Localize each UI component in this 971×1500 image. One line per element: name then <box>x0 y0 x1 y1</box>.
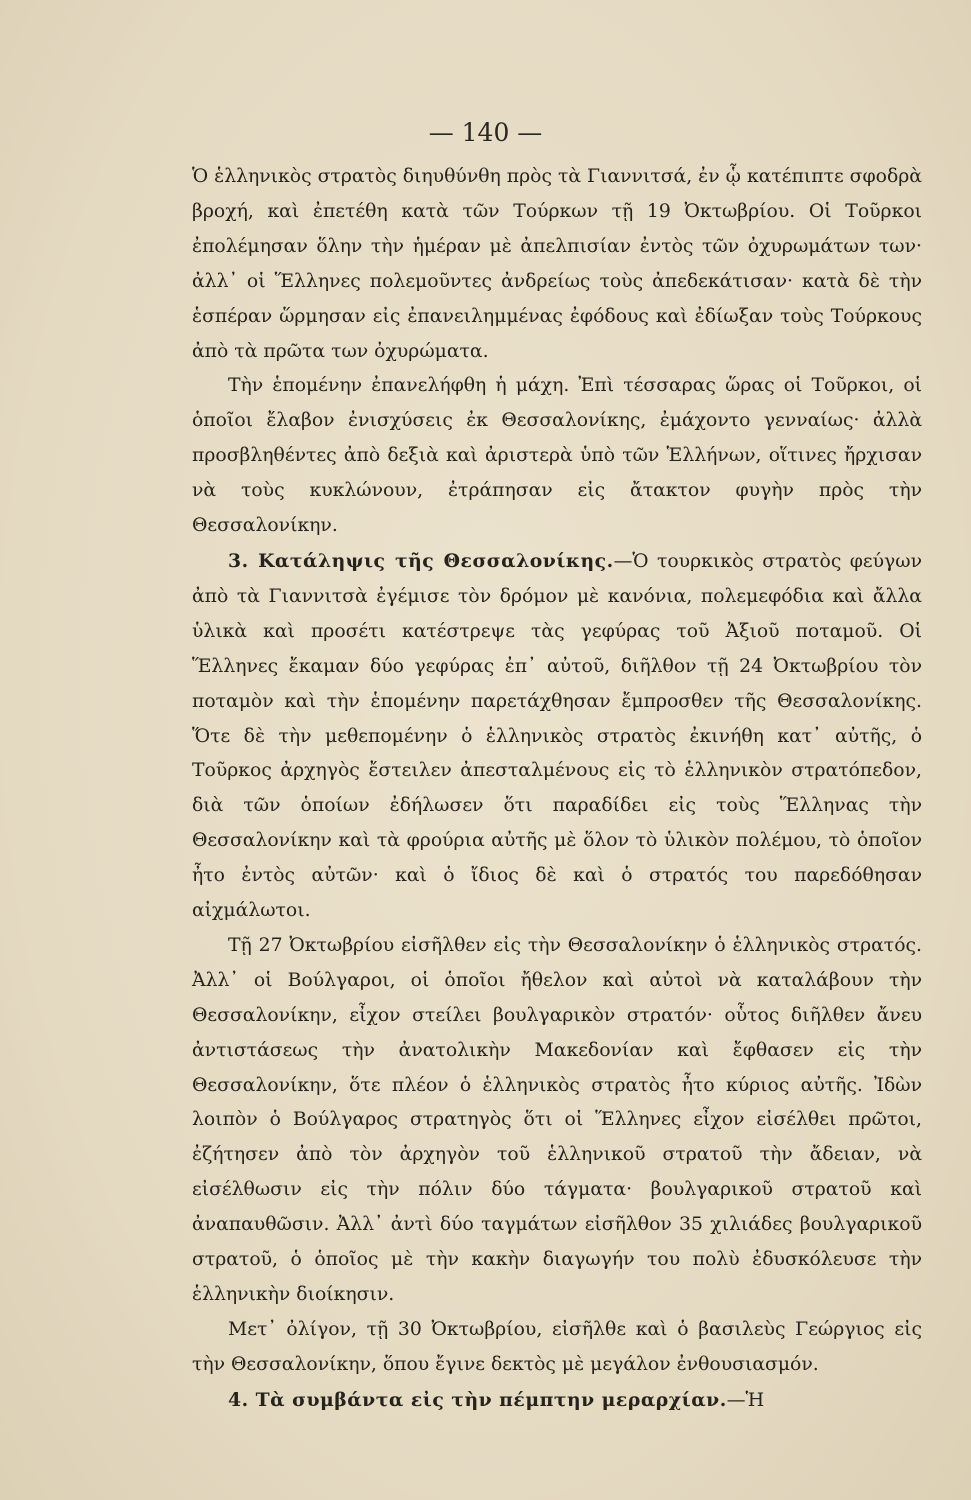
paragraph-text: Τὴν ἑπομένην ἐπανελήφθη ἡ μάχη. Ἐπὶ τέσσαρας ὥρας οἱ Τοῦρκοι, οἱ ὁποῖοι ἔλαβον ἐνισχύσεις ἐκ Θεσσαλονίκης, ἐμάχοντο γενναίως· ἀλλὰ προσβληθέντες ἀπὸ δεξιὰ καὶ ἀριστερὰ ὑπὸ τῶν Ἑλλήνων, οἵτινες ἤρχισαν νὰ τοὺς κυκλώνουν, ἐτράπησαν εἰς ἄτακτον φυγὴν πρὸς τὴν Θεσσαλονίκην. <box>192 375 922 537</box>
paragraph-text: —Ὁ τουρκικὸς στρατὸς φεύγων ἀπὸ τὰ Γιαννιτσὰ ἐγέμισε τὸν δρόμον μὲ κανόνια, πολεμεφόδια καὶ ἄλλα ὑλικὰ καὶ προσέτι κατέστρεψε τὰς γεφύρας τοῦ Ἀξιοῦ ποταμοῦ. Οἱ Ἕλληνες ἔκαμαν δύο γεφύρας ἐπ᾽ αὐτοῦ, διῆλθον τῇ 24 Ὀκτωβρίου τὸν ποταμὸν καὶ τὴν ἑπομένην παρετάχθησαν ἔμπροσθεν τῆς Θεσσαλονίκης. Ὅτε δὲ τὴν μεθεπομένην ὁ ἑλληνικὸς στρατὸς ἐκινήθη κατ᾽ αὐτῆς, ὁ Τοῦρκος ἀρχηγὸς ἔστειλεν ἀπεσταλμένους εἰς τὸ ἑλληνικὸν στρατόπεδον, διὰ τῶν ὁποίων ἐδήλωσεν ὅτι παραδίδει εἰς τοὺς Ἕλληνας τὴν Θεσσαλονίκην καὶ τὰ φρούρια αὐτῆς μὲ ὅλον τὸ ὑλικὸν πολέμου, τὸ ὁποῖον ἦτο ἐντὸς αὐτῶν· καὶ ὁ ἴδιος δὲ καὶ ὁ στρατός του παρεδόθησαν αἰχμάλωτοι. <box>192 550 923 922</box>
paragraph-entry-thessaloniki <box>192 929 922 1313</box>
paragraph-text: —Ἡ <box>726 1389 765 1411</box>
paragraph-king-george <box>192 1313 922 1383</box>
paragraph-text: Μετ᾽ ὀλίγον, τῇ 30 Ὀκτωβρίου, εἰσῆλθε καὶ ὁ βασιλεὺς Γεώργιος εἰς τὴν Θεσσαλονίκην, ὅπου ἔγινε δεκτὸς μὲ μεγάλον ἐνθουσιασμόν. <box>192 1318 922 1375</box>
paragraph-text: Ὁ ἑλληνικὸς στρατὸς διηυθύνθη πρὸς τὰ Γιαννιτσά, ἐν ᾧ κατέπιπτε σφοδρὰ βροχή, καὶ ἐπετέθη κατὰ τῶν Τούρκων τῇ 19 Ὀκτωβρίου. Οἱ Τοῦρκοι ἐπολέμησαν ὅλην τὴν ἡμέραν μὲ ἀπελπισίαν ἐντὸς τῶν ὀχυρωμάτων των· ἀλλ᾽ οἱ Ἕλληνες πολεμοῦντες ἀνδρείως τοὺς ἀπεδεκάτισαν· κατὰ δὲ τὴν ἑσπέραν ὥρμησαν εἰς ἐπανειλημμένας ἐφόδους καὶ ἐδίωξαν τοὺς Τούρκους ἀπὸ τὰ πρῶτα των ὀχυρώματα. <box>192 166 922 362</box>
paragraph-text: Τῇ 27 Ὀκτωβρίου εἰσῆλθεν εἰς τὴν Θεσσαλονίκην ὁ ἑλληνικὸς στρατός. Ἀλλ᾽ οἱ Βούλγαροι, οἱ ὁποῖοι ἤθελον καὶ αὐτοὶ νὰ καταλάβουν τὴν Θεσσαλονίκην, εἶχον στείλει βουλγαρικὸν στρατόν· οὗτος διῆλθεν ἄνευ ἀντιστάσεως τὴν ἀνατολικὴν Μακεδονίαν καὶ ἔφθασεν εἰς τὴν Θεσσαλονίκην, ὅτε πλέον ὁ ἑλληνικὸς στρατὸς ἦτο κύριος αὐτῆς. Ἰδὼν λοιπὸν ὁ Βούλγαρος στρατηγὸς ὅτι οἱ Ἕλληνες εἶχον εἰσέλθει πρῶτοι, ἐζήτησεν ἀπὸ τὸν ἀρχηγὸν τοῦ ἑλληνικοῦ στρατοῦ τὴν ἄδειαν, νὰ εἰσέλθωσιν εἰς τὴν πόλιν δύο τάγματα· βουλγαρικοῦ στρατοῦ καὶ ἀναπαυθῶσιν. Ἀλλ᾽ ἀντὶ δύο ταγμάτων εἰσῆλθον 35 χιλιάδες βουλγαρικοῦ στρατοῦ, ὁ ὁποῖος μὲ τὴν κακὴν διαγωγήν του πολὺ ἐδυσκόλευσε τὴν ἑλληνικὴν διοίκησιν. <box>192 934 922 1305</box>
section-4-fifth-division <box>192 1383 922 1419</box>
section-heading: 4. Τὰ συμβάντα εἰς τὴν πέμπτην μεραρχίαν. <box>228 1388 727 1411</box>
section-heading: 3. Κατάληψις τῆς Θεσσαλονίκης. <box>228 549 614 572</box>
section-3-thessaloniki <box>192 544 922 929</box>
page-number: — 140 — <box>428 118 543 147</box>
paragraph-giannitsa-battle <box>192 160 922 369</box>
body-text <box>192 160 922 1419</box>
paragraph-next-day-battle <box>192 369 922 544</box>
